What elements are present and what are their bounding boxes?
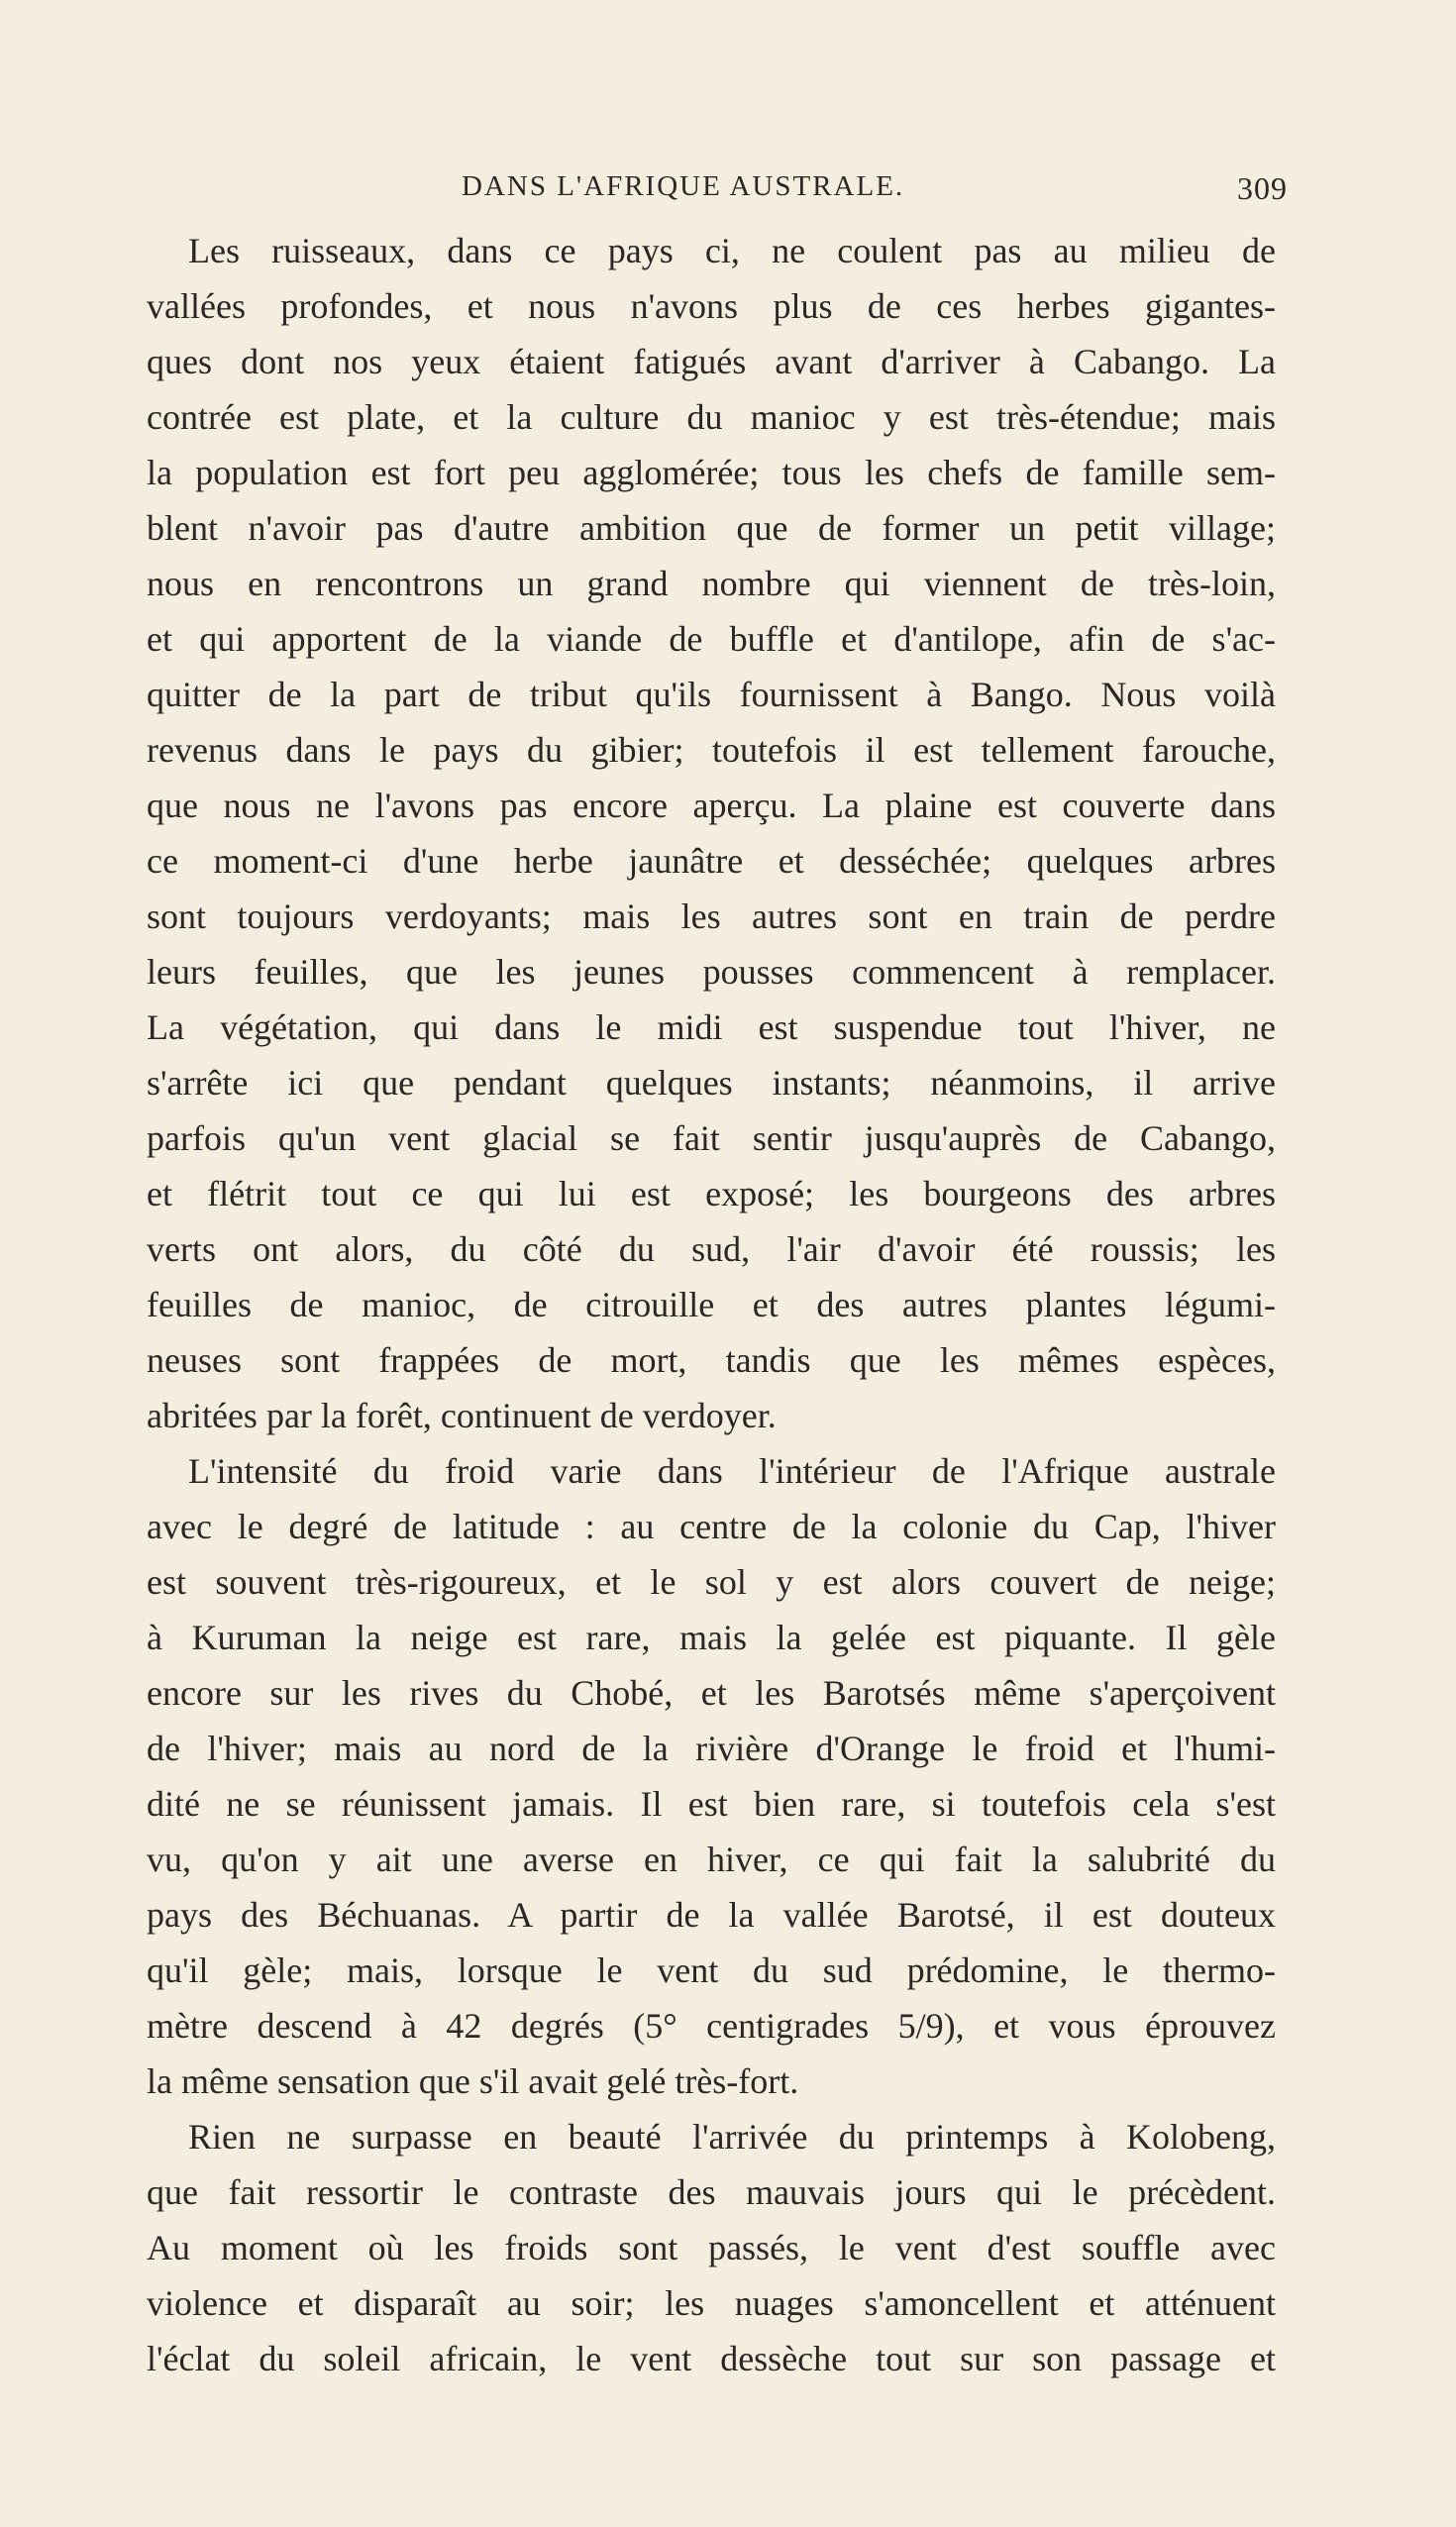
text-line: dité ne se réunissent jamais. Il est bien rare, si toutefois cela s'est — [147, 1784, 1276, 1824]
text-line: sont toujours verdoyants; mais les autres sont en train de perdre — [147, 896, 1276, 936]
text-line: Rien ne surpasse en beauté l'arrivée du printemps à Kolobeng, — [188, 2117, 1276, 2157]
text-line: est souvent très-rigoureux, et le sol y est alors couvert de neige; — [147, 1562, 1276, 1602]
text-line: encore sur les rives du Chobé, et les Barotsés même s'aperçoivent — [147, 1673, 1276, 1713]
text-line: Au moment où les froids sont passés, le vent d'est souffle avec — [147, 2228, 1276, 2267]
text-line: parfois qu'un vent glacial se fait sentir jusqu'auprès de Cabango, — [147, 1118, 1276, 1158]
page-number: 309 — [1237, 170, 1288, 206]
body-text — [147, 223, 1276, 2386]
text-line: L'intensité du froid varie dans l'intérieur de l'Afrique australe — [188, 1451, 1276, 1491]
text-line: blent n'avoir pas d'autre ambition que de former un petit village; — [147, 508, 1276, 548]
text-line: ce moment-ci d'une herbe jaunâtre et desséchée; quelques arbres — [147, 841, 1276, 881]
text-line: l'éclat du soleil africain, le vent dessèche tout sur son passage et — [147, 2339, 1276, 2378]
text-line: quitter de la part de tribut qu'ils fournissent à Bango. Nous voilà — [147, 675, 1276, 714]
text-line: à Kuruman la neige est rare, mais la gelée est piquante. Il gèle — [147, 1618, 1276, 1657]
text-line: avec le degré de latitude : au centre de la colonie du Cap, l'hiver — [147, 1507, 1276, 1546]
text-line: Les ruisseaux, dans ce pays ci, ne coulent pas au milieu de — [188, 231, 1276, 270]
text-line: et flétrit tout ce qui lui est exposé; les bourgeons des arbres — [147, 1174, 1276, 1213]
running-title: DANS L'AFRIQUE AUSTRALE. — [462, 170, 905, 202]
text-line: mètre descend à 42 degrés (5° centigrades 5/9), et vous éprouvez — [147, 2006, 1276, 2046]
text-line: et qui apportent de la viande de buffle et d'antilope, afin de s'ac- — [147, 619, 1276, 659]
running-head — [149, 170, 1288, 210]
text-line: la même sensation que s'il avait gelé très-fort. — [147, 2061, 799, 2101]
text-line: leurs feuilles, que les jeunes pousses commencent à remplacer. — [147, 952, 1276, 992]
text-line: ques dont nos yeux étaient fatigués avant d'arriver à Cabango. La — [147, 342, 1276, 381]
text-line: la population est fort peu agglomérée; tous les chefs de famille sem- — [147, 453, 1276, 492]
text-line: de l'hiver; mais au nord de la rivière d'Orange le froid et l'humi- — [147, 1729, 1276, 1768]
text-line: revenus dans le pays du gibier; toutefois il est tellement farouche, — [147, 730, 1276, 770]
text-line: vu, qu'on y ait une averse en hiver, ce qui fait la salubrité du — [147, 1840, 1276, 1879]
text-line: vallées profondes, et nous n'avons plus de ces herbes gigantes- — [147, 286, 1276, 326]
text-line: que fait ressortir le contraste des mauvais jours qui le précèdent. — [147, 2172, 1276, 2212]
text-line: s'arrête ici que pendant quelques instants; néanmoins, il arrive — [147, 1063, 1276, 1103]
text-line: La végétation, qui dans le midi est suspendue tout l'hiver, ne — [147, 1007, 1276, 1047]
text-line: contrée est plate, et la culture du manioc y est très-étendue; mais — [147, 397, 1276, 437]
text-line: abritées par la forêt, continuent de verdoyer. — [147, 1396, 777, 1435]
text-line: neuses sont frappées de mort, tandis que les mêmes espèces, — [147, 1340, 1276, 1380]
text-line: feuilles de manioc, de citrouille et des autres plantes légumi- — [147, 1285, 1276, 1324]
text-line: verts ont alors, du côté du sud, l'air d'avoir été roussis; les — [147, 1229, 1276, 1269]
text-line: violence et disparaît au soir; les nuages s'amoncellent et atténuent — [147, 2283, 1276, 2323]
text-line: qu'il gèle; mais, lorsque le vent du sud prédomine, le thermo- — [147, 1950, 1276, 1990]
text-line: nous en rencontrons un grand nombre qui viennent de très-loin, — [147, 564, 1276, 603]
text-line: pays des Béchuanas. A partir de la vallée Barotsé, il est douteux — [147, 1895, 1276, 1935]
text-line: que nous ne l'avons pas encore aperçu. La plaine est couverte dans — [147, 786, 1276, 825]
